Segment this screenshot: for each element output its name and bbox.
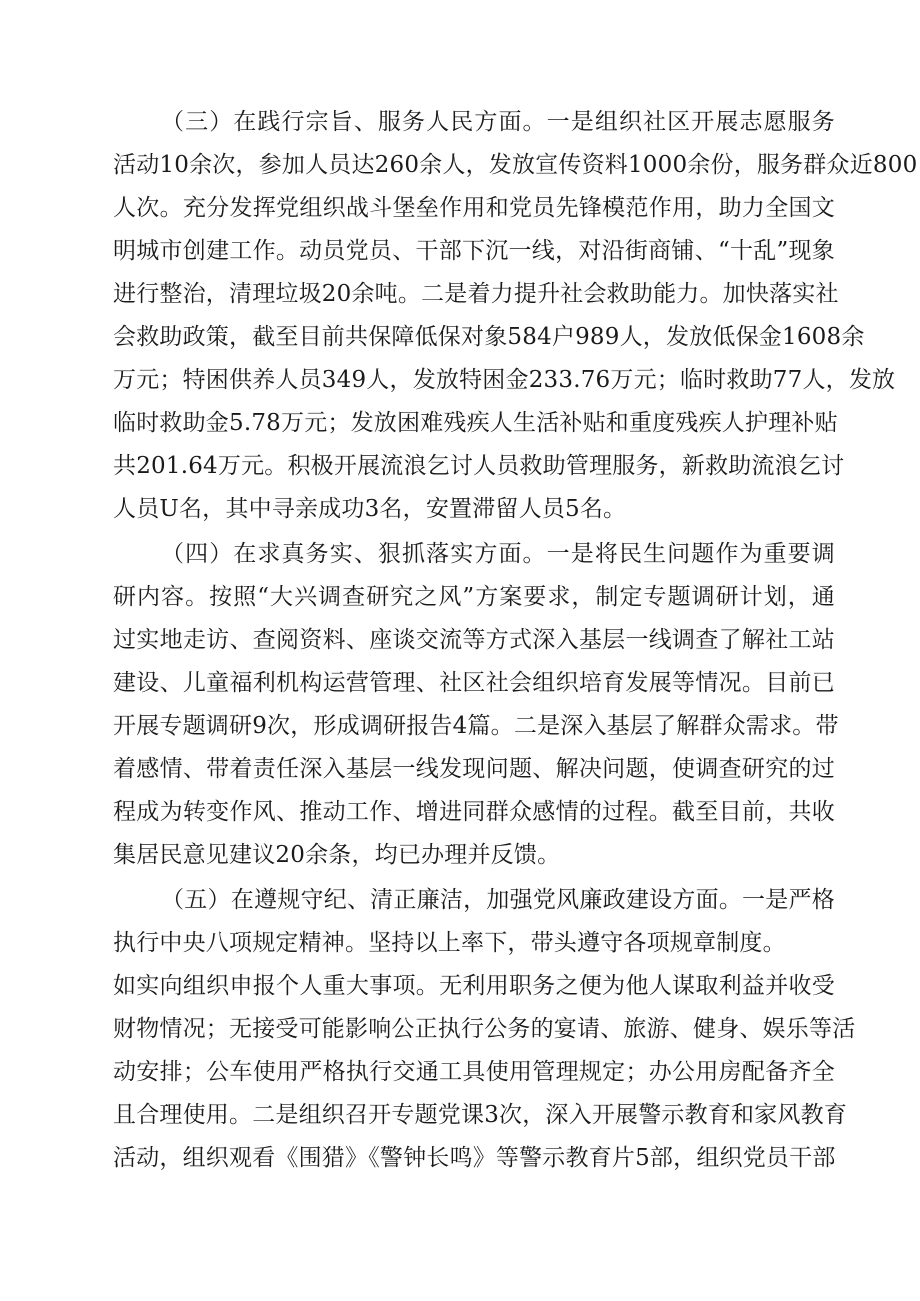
- paragraph-4-line-3: 过实地走访、查阅资料、座谈交流等方式深入基层一线调查了解社工站: [113, 627, 835, 653]
- paragraph-3-line-9: 共201.64万元。积极开展流浪乞讨人员救助管理服务，新救助流浪乞讨: [113, 453, 845, 479]
- paragraph-4-line-1: （四）在求真务实、狠抓落实方面。一是将民生问题作为重要调: [161, 541, 835, 567]
- paragraph-3-line-8: 临时救助金5.78万元；发放困难残疾人生活补贴和重度残疾人护理补贴: [113, 410, 838, 436]
- paragraph-5-line-6: 且合理使用。二是组织召开专题党课3次，深入开展警示教育和家风教育: [113, 1102, 848, 1128]
- paragraph-5-line-4: 财物情况；无接受可能影响公正执行公务的宴请、旅游、健身、娱乐等活: [113, 1016, 856, 1042]
- paragraph-4-line-6: 着感情、带着责任深入基层一线发现问题、解决问题，使调查研究的过: [113, 756, 835, 782]
- paragraph-3-line-10: 人员U名，其中寻亲成功3名，安置滞留人员5名。: [113, 496, 627, 522]
- paragraph-3-line-6: 会救助政策，截至目前共保障低保对象584户989人，发放低保金1608余: [113, 324, 865, 350]
- paragraph-3-line-4: 明城市创建工作。动员党员、干部下沉一线，对沿街商铺、“十乱”现象: [113, 238, 835, 264]
- paragraph-3-line-3: 人次。充分发挥党组织战斗堡垒作用和党员先锋模范作用，助力全国文: [113, 195, 835, 221]
- paragraph-3-line-5: 进行整治，清理垃圾20余吨。二是着力提升社会救助能力。加快落实社: [113, 281, 839, 307]
- paragraph-5-line-7: 活动，组织观看《围猎》《警钟长鸣》等警示教育片5部，组织党员干部: [113, 1145, 836, 1171]
- paragraph-4-line-8: 集居民意见建议20余条，均已办理并反馈。: [113, 842, 561, 868]
- paragraph-4-line-7: 程成为转变作风、推动工作、增进同群众感情的过程。截至目前，共收: [113, 799, 835, 825]
- paragraph-3-line-7: 万元；特困供养人员349人，发放特困金233.76万元；临时救助77人，发放: [113, 367, 896, 393]
- paragraph-4-line-5: 开展专题调研9次，形成调研报告4篇。二是深入基层了解群众需求。带: [113, 713, 839, 739]
- paragraph-5-line-5: 动安排；公车使用严格执行交通工具使用管理规定；办公用房配备齐全: [113, 1059, 835, 1085]
- paragraph-5-line-1: （五）在遵规守纪、清正廉洁，加强党风廉政建设方面。一是严格: [161, 887, 835, 913]
- paragraph-5-line-2: 执行中央八项规定精神。坚持以上率下，带头遵守各项规章制度。: [113, 930, 786, 956]
- paragraph-4-line-2: 研内容。按照“大兴调查研究之风”方案要求，制定专题调研计划，通: [113, 584, 835, 610]
- paragraph-4-line-4: 建设、儿童福利机构运营管理、社区社会组织培育发展等情况。目前已: [113, 670, 835, 696]
- paragraph-3-line-2: 活动10余次，参加人员达260余人，发放宣传资料1000余份，服务群众近800: [113, 152, 918, 178]
- paragraph-5-line-3: 如实向组织申报个人重大事项。无利用职务之便为他人谋取利益并收受: [113, 973, 835, 999]
- paragraph-3-line-1: （三）在践行宗旨、服务人民方面。一是组织社区开展志愿服务: [161, 109, 835, 135]
